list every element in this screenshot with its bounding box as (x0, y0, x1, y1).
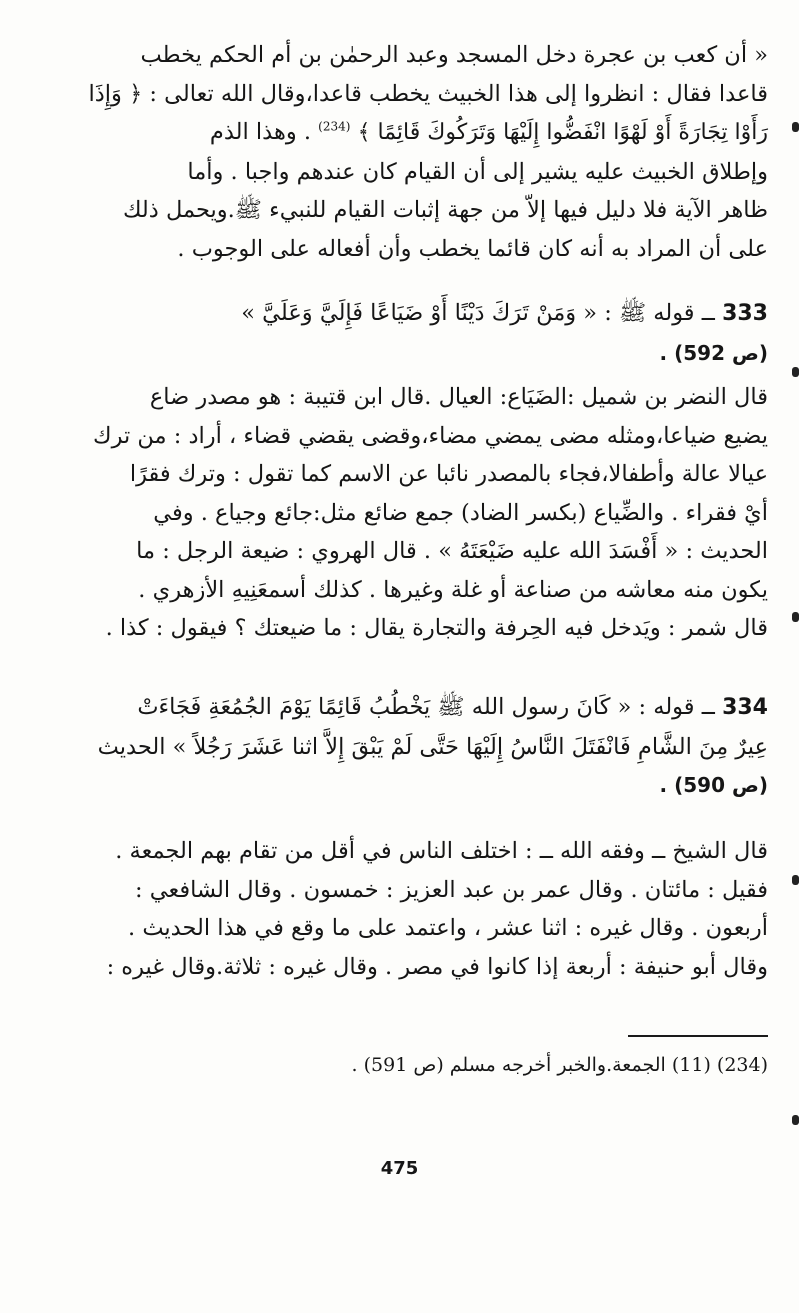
entry-number: 333 (722, 301, 768, 326)
binding-mark (792, 1115, 799, 1125)
text-line: قاعدا فقال : انظروا إلى هذا الخبيث يخطب قاعدا،وقال الله تعالى : ﴿ وَإِذَا (88, 80, 768, 107)
binding-mark (792, 875, 799, 885)
text-fragment: ــ قوله ﷺ : « وَمَنْ تَرَكَ دَيْنًا أَوْ ضَيَاعًا فَإِلَيَّ وَعَلَيَّ » (241, 300, 715, 326)
text-line (82, 113, 768, 153)
text-line: فقيل : مائتان . وقال عمر بن عبد العزيز : خمسون . وقال الشافعي : (135, 876, 768, 903)
footnote: (234) (11) الجمعة.والخبر أخرجه مسلم (ص 591) . (351, 1054, 768, 1076)
text-line: يضيع ضياعا،ومثله مضى يمضي مضاء،وقضى يقضي قضاء ، أراد : من ترك (93, 422, 768, 449)
text-line: ظاهر الآية فلا دليل فيها إلاّ من جهة إثبات القيام للنبيء ﷺ.ويحمل ذلك (122, 197, 768, 223)
paragraph-commentary-334 (82, 832, 768, 986)
text-line (82, 294, 768, 334)
text-line: الحديث : « أَفْسَدَ الله عليه ضَيْعَتَهُ » . قال الهروي : ضيعة الرجل : ما (136, 538, 768, 564)
text-line: قال شمر : ويَدخل فيه الحِرفة والتجارة يقال : ما ضيعتك ؟ فيقول : كذا . (105, 615, 768, 641)
entry-number: 334 (722, 695, 768, 720)
text-line: عيالا عالة وأطفالا،فجاء بالمصدر نائبا عن الاسم كما تقول : وترك فقرًا (129, 461, 768, 487)
page-number: 475 (380, 1158, 419, 1179)
paragraph-1 (82, 36, 768, 268)
text-line: وإطلاق الخبيث عليه يشير إلى أن القيام كان عندهم واجبا . وأما (187, 158, 768, 185)
paragraph-commentary-333 (82, 378, 768, 648)
text-line (82, 688, 768, 728)
text-line: أيْ فقراء . والضِّياع (بكسر الضاد) جمع ضائع مثل:جائع وجياع . وفي (153, 499, 768, 526)
text-fragment: . وهذا الذم (209, 119, 312, 145)
text-line: وقال أبو حنيفة : أربعة إذا كانوا في مصر . وقال غيره : ثلاثة.وقال غيره : (106, 953, 768, 980)
text-fragment: ــ قوله : « كَانَ رسول الله ﷺ يَخْطُبُ قَائِمًا يَوْمَ الجُمُعَةِ فَجَاءَتْ (137, 694, 715, 720)
entry-334 (82, 688, 768, 805)
binding-mark (792, 367, 799, 377)
text-line: (ص 590) . (659, 773, 768, 797)
footnote-separator (628, 1035, 768, 1037)
text-line: قال الشيخ ــ وفقه الله ــ : اختلف الناس في أقل من تقام بهم الجمعة . (115, 838, 768, 864)
text-line: قال النضر بن شميل :الضَيَاع: العيال .قال ابن قتيبة : هو مصدر ضاع (149, 384, 768, 410)
footnote-marker: (234) (318, 119, 351, 134)
binding-mark (792, 612, 799, 622)
entry-333 (82, 294, 768, 372)
text-line: عِيرٌ مِنَ الشَّامِ فَانْفَتَلَ النَّاسُ إِلَيْهَا حَتَّى لَمْ يَبْقَ إِلاَّ اثنا عَشَرَ رَجُلاً » الحديث (97, 733, 768, 760)
text-line: يكون منه معاشه من صناعة أو غلة وغيرها . كذلك أسمعَنِيهِ الأزهري . (138, 576, 768, 603)
binding-mark (792, 122, 799, 132)
text-line: (ص 592) . (659, 340, 768, 365)
quran-verse: رَأَوْا تِجَارَةً أَوْ لَهْوًا انْفَضُّوا إِلَيْهَا وَتَرَكُوكَ قَائِمًا ﴾ (357, 120, 768, 145)
text-line: « أن كعب بن عجرة دخل المسجد وعبد الرحمٰن بن أم الحكم يخطب (140, 42, 768, 68)
text-line: أربعون . وقال غيره : اثنا عشر ، واعتمد على ما وقع في هذا الحديث . (128, 915, 768, 941)
text-line: على أن المراد به أنه كان قائما يخطب وأن أفعاله على الوجوب . (177, 235, 768, 262)
